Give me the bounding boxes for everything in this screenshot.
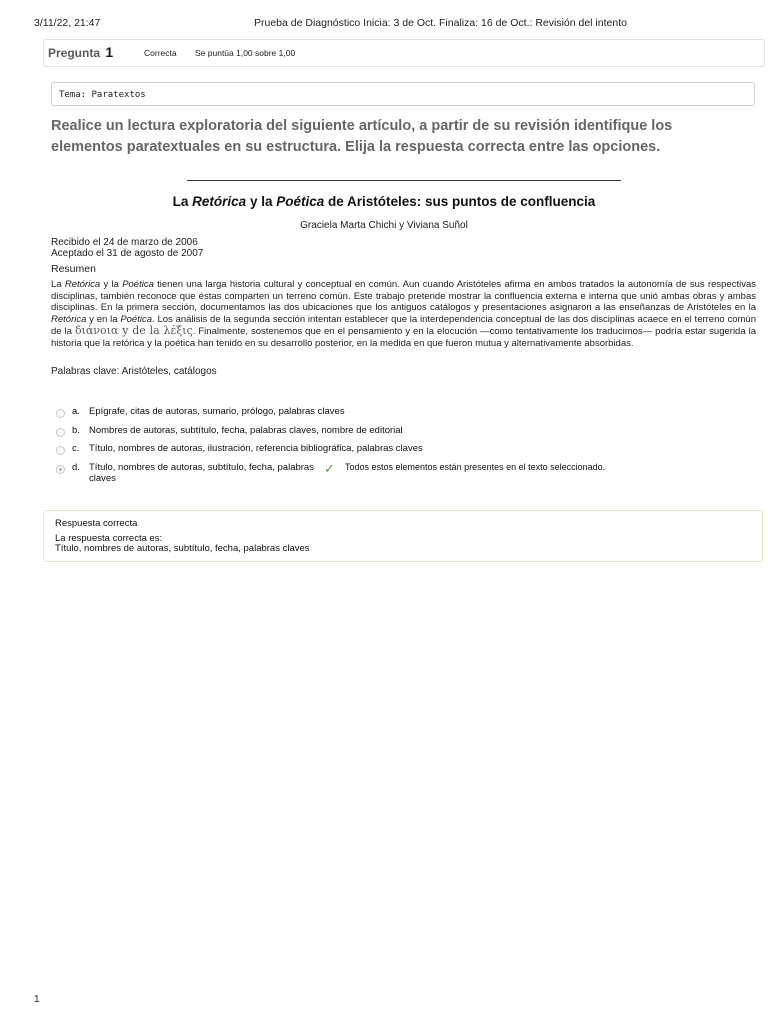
question-info-box <box>43 39 765 67</box>
option-letter: c. <box>72 443 80 454</box>
resumen-heading: Resumen <box>51 263 96 275</box>
article-title-poetica: Poética <box>276 194 325 209</box>
received-date: Recibido el 24 de marzo de 2006 <box>51 237 198 248</box>
abstract-text: y la <box>100 279 123 290</box>
option-letter: b. <box>72 425 80 436</box>
article-title <box>0 194 768 209</box>
article-title-part: y la <box>246 194 277 209</box>
option-text: Título, nombres de autoras, ilustración, referencia bibliográfica, palabras claves <box>89 443 423 454</box>
option-letter: a. <box>72 406 80 417</box>
article-abstract <box>51 279 756 350</box>
correct-check-icon: ✓ <box>324 461 335 476</box>
radio-option-b[interactable] <box>56 428 65 437</box>
article-title-retorica: Retórica <box>192 194 247 209</box>
article-title-part: La <box>172 194 193 209</box>
radio-option-d[interactable] <box>56 465 65 474</box>
question-prompt: Realice un lectura exploratoria del siguiente artículo, a partir de su revisión identifique los elementos paratextuales en su estructura. Elija la respuesta correcta entre las opciones. <box>51 118 673 155</box>
abstract-em: Poética <box>122 279 154 290</box>
question-number: 1 <box>105 44 114 60</box>
question-label-text: Pregunta <box>48 46 101 60</box>
accepted-date: Aceptado el 31 de agosto de 2007 <box>51 248 204 259</box>
option-feedback: Todos estos elementos están presentes en el texto seleccionado. <box>345 462 606 472</box>
radio-option-c[interactable] <box>56 446 65 455</box>
correct-answer-box <box>43 510 763 562</box>
page-number: 1 <box>34 994 40 1005</box>
abstract-greek-terms: διάνοια y de la λέξις <box>74 324 193 338</box>
article-keywords: Palabras clave: Aristóteles, catálogos <box>51 366 217 377</box>
print-page-title: Prueba de Diagnóstico Inicia: 3 de Oct. Finaliza: 16 de Oct.: Revisión del intento <box>254 17 627 29</box>
abstract-text: La <box>51 279 65 290</box>
option-text: Título, nombres de autoras, subtítulo, fecha, palabras claves <box>89 462 314 484</box>
article-authors: Graciela Marta Chichi y Viviana Suñol <box>300 220 468 231</box>
option-text: Epígrafe, citas de autoras, sumario, prólogo, palabras claves <box>89 406 345 417</box>
separator-line <box>187 180 621 181</box>
question-label <box>48 44 113 60</box>
abstract-em: Retórica <box>51 313 87 325</box>
question-state: Correcta <box>144 48 177 58</box>
abstract-em: Retórica <box>64 279 101 290</box>
abstract-text: . Finalmente, sostenemos que en el pensamiento y en la elocución —como tentativamente los traducimos— podría estar sugerida la historia que la retórica y la poética han tenido en su desarrollo posterior, en la medida en que fueron mutua y alternativamente absorbidas. <box>51 326 756 349</box>
tema-box: Tema: Paratextos <box>51 82 755 106</box>
abstract-em: Poética <box>120 313 152 325</box>
answer-line-1: La respuesta correcta es: <box>55 533 163 544</box>
print-header <box>34 17 734 31</box>
option-letter: d. <box>72 462 80 473</box>
radio-option-a[interactable] <box>56 409 65 418</box>
article-dates <box>51 237 203 259</box>
abstract-text: y en la <box>86 313 121 325</box>
option-text: Nombres de autoras, subtítulo, fecha, palabras claves, nombre de editorial <box>89 425 403 436</box>
question-grade: Se puntúa 1,00 sobre 1,00 <box>195 48 296 58</box>
answer-line-2: Título, nombres de autoras, subtítulo, fecha, palabras claves <box>55 543 310 554</box>
answer-heading: Respuesta correcta <box>55 518 138 529</box>
abstract-text: tienen una larga historia cultural y conceptual en común. Aun cuando Aristóteles afirma en ambos tratados la autonomía de sus respectivas disciplinas, también reconoce que éstas comparten un terreno común. Este trabajo pretende mostrar la confluencia externa e interna que unió ambas obras y ambas disciplinas. En la primera sección, documentamos las dos ubicaciones que los antiguos catálogos y presentaciones asignaron a las enseñanzas de Aristóteles en la <box>51 279 756 314</box>
print-timestamp: 3/11/22, 21:47 <box>34 17 101 29</box>
abstract-text: . Los análisis de la segunda sección intentan establecer que la interdependencia conceptual de las dos disciplinas acaece en el terreno común de la <box>51 313 756 338</box>
article-title-part: de Aristóteles: sus puntos de confluencia <box>324 194 596 209</box>
